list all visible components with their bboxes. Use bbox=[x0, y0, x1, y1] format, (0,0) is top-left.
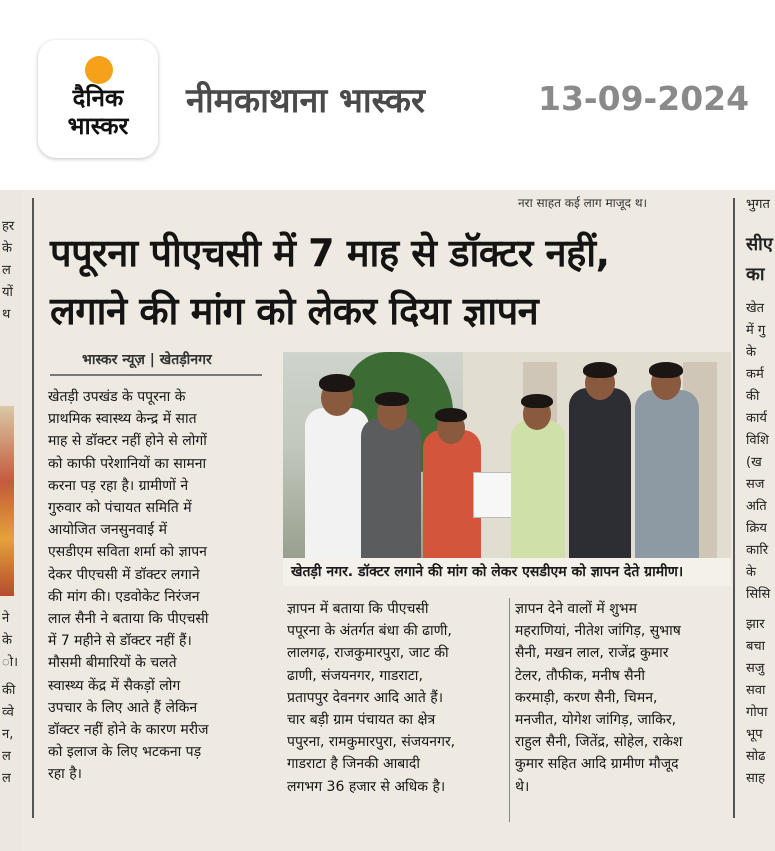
right-fragment: सज bbox=[746, 477, 765, 492]
text-line: डॉक्टर नहीं होने के कारण मरीज bbox=[48, 722, 209, 739]
text-line: एसडीएम सविता शर्मा को ज्ञापन bbox=[48, 544, 207, 561]
text-line: ज्ञापन देने वालों में शुभम bbox=[515, 601, 637, 617]
person-hair bbox=[583, 362, 617, 378]
right-fragment: भुगत bbox=[746, 197, 770, 212]
left-fragment: ल bbox=[2, 771, 11, 786]
right-fragment: साह bbox=[746, 771, 766, 786]
text-line: आयोजित जनसुनवाई में bbox=[48, 522, 167, 539]
logo-line-1: दैनिक bbox=[72, 84, 124, 112]
text-line: करना पड़ रहा है। ग्रामीणों ने bbox=[48, 477, 189, 494]
text-line: गाडराटा है जिनकी आबादी bbox=[287, 756, 420, 773]
person-figure bbox=[305, 408, 369, 558]
right-fragment: में गु bbox=[746, 323, 766, 338]
text-line: पपूरना के अंतर्गत बंधा की ढाणी, bbox=[287, 623, 452, 640]
text-line: प्राथमिक स्वास्थ्य केन्द्र में सात bbox=[48, 411, 197, 428]
right-fragment: कारि bbox=[746, 543, 769, 558]
news-photo bbox=[283, 352, 731, 558]
right-fragment: के bbox=[746, 345, 756, 360]
left-fragment: न, bbox=[2, 727, 14, 742]
person-hair bbox=[375, 392, 409, 406]
right-fragment: सोढ bbox=[746, 749, 766, 764]
right-fragment: की bbox=[746, 389, 760, 404]
right-fragment: गोपा bbox=[746, 705, 768, 720]
text-line: टेलर, तौफीक, मनीष सैनी bbox=[515, 667, 646, 684]
previous-article-scrap: नरा साहत कई लाग माजूद थ। bbox=[518, 196, 648, 210]
text-line: स्वास्थ्य केंद्र में सैकड़ों लोग bbox=[48, 677, 181, 694]
sun-icon bbox=[85, 56, 113, 84]
text-line: कुमार सहित आदि ग्रामीण मौजूद bbox=[515, 756, 679, 773]
text-line: लालगढ़, राजकुमारपुरा, जाट की bbox=[287, 645, 449, 662]
text-line: की मांग की। एडवोकेट निरंजन bbox=[48, 588, 200, 605]
memorandum-paper bbox=[473, 472, 515, 518]
text-line: उपचार के लिए आते हैं लेकिन bbox=[48, 699, 198, 716]
text-line: करमाड़ी, करण सैनी, चिमन, bbox=[515, 689, 658, 706]
right-fragment: भूप bbox=[746, 727, 763, 742]
byline: भास्कर न्यूज़ | खेतड़ीनगर bbox=[82, 352, 212, 368]
newspaper-clipping bbox=[0, 190, 775, 851]
column-divider bbox=[733, 198, 735, 818]
person-figure bbox=[635, 390, 699, 558]
left-column-fragment bbox=[0, 190, 22, 851]
left-fragment: यों bbox=[2, 285, 13, 300]
column-divider bbox=[32, 198, 34, 818]
person-figure bbox=[511, 420, 565, 558]
left-fragment: ल bbox=[2, 749, 11, 764]
headline-line-1: पपूरना पीएचसी में 7 माह से डॉक्टर नहीं, bbox=[50, 231, 610, 275]
text-line: गुरुवार को पंचायत समिति में bbox=[48, 500, 192, 517]
edition-title: नीमकाथाना भास्कर bbox=[186, 81, 425, 121]
article-column-2 bbox=[287, 598, 505, 798]
right-fragment: कार्य bbox=[746, 411, 767, 426]
left-photo-fragment bbox=[0, 406, 14, 596]
left-fragment: की bbox=[2, 683, 16, 698]
right-fragment: कर्म bbox=[746, 367, 764, 382]
text-line: थे। bbox=[515, 778, 530, 795]
byline-rule bbox=[50, 374, 262, 376]
left-fragment: ो। bbox=[2, 655, 19, 670]
text-line: माह से डॉक्टर नहीं होने से लोगों bbox=[48, 433, 207, 450]
article-column-3 bbox=[515, 598, 731, 798]
right-fragment: सजु bbox=[746, 661, 765, 676]
right-fragment: (ख bbox=[746, 455, 762, 470]
text-line: को काफी परेशानियों का सामना bbox=[48, 455, 207, 472]
edition-date: 13-09-2024 bbox=[538, 79, 750, 118]
right-fragment: विशि bbox=[746, 433, 769, 448]
app-header bbox=[0, 0, 775, 190]
text-line: ढाणी, संजयनगर, गाडराटा, bbox=[287, 667, 423, 684]
dainik-bhaskar-logo[interactable] bbox=[38, 40, 158, 158]
text-line: मौसमी बीमारियों के चलते bbox=[48, 655, 177, 672]
right-fragment: के bbox=[746, 565, 756, 580]
left-fragment: के bbox=[2, 633, 12, 648]
text-line: राहुल सैनी, जितेंद्र, सोहेल, राकेश bbox=[515, 734, 683, 751]
text-line: ज्ञापन में बताया कि पीएचसी bbox=[287, 601, 429, 617]
right-fragment: का bbox=[746, 264, 765, 285]
left-fragment: ने bbox=[2, 611, 10, 626]
text-line: प्रतापपुर देवनगर आदि आते हैं। bbox=[287, 689, 443, 706]
left-fragment: थ bbox=[2, 307, 11, 322]
person-hair bbox=[319, 374, 355, 392]
right-fragment: सिसि bbox=[746, 587, 771, 602]
text-line: लगभग 36 हजार से अधिक है। bbox=[287, 778, 446, 795]
left-fragment: व्वे bbox=[2, 705, 14, 720]
headline-line-2: लगाने की मांग को लेकर दिया ज्ञापन bbox=[50, 289, 539, 333]
text-line: मनजीत, योगेश जांगिड़, जाकिर, bbox=[515, 712, 677, 729]
text-line: में 7 महीने से डॉक्टर नहीं हैं। bbox=[48, 633, 192, 650]
person-hair bbox=[521, 394, 553, 408]
column-divider bbox=[509, 598, 510, 822]
text-line: खेतड़ी उपखंड के पपूरना के bbox=[48, 389, 186, 405]
article-column-1 bbox=[48, 386, 272, 786]
person-figure bbox=[569, 388, 631, 558]
text-line: पपुरना, रामकुमारपुरा, संजयनगर, bbox=[287, 734, 456, 751]
person-hair bbox=[435, 408, 467, 422]
right-fragment: सीए bbox=[746, 234, 773, 255]
left-fragment: हर bbox=[2, 219, 15, 234]
person-figure bbox=[361, 418, 421, 558]
person-hair bbox=[649, 362, 683, 378]
text-line: महराणियां, नीतेश जांगिड़, सुभाष bbox=[515, 623, 681, 640]
right-fragment: सवा bbox=[746, 683, 766, 698]
text-line: रहा है। bbox=[48, 766, 82, 783]
left-fragment: ल bbox=[2, 263, 11, 278]
text-line: चार बड़ी ग्राम पंचायत का क्षेत्र bbox=[287, 712, 436, 729]
right-fragment: क्रिय bbox=[746, 521, 767, 536]
text-line: लाल सैनी ने बताया कि पीएचसी bbox=[48, 611, 209, 628]
right-fragment: खेत bbox=[746, 301, 765, 316]
text-line: देकर पीएचसी में डॉक्टर लगाने bbox=[48, 566, 200, 583]
left-fragment: के bbox=[2, 241, 12, 256]
photo-caption: खेतड़ी नगर. डॉक्टर लगाने की मांग को लेकर एसडीएम को ज्ञापन देते ग्रामीण। bbox=[283, 558, 731, 586]
right-fragment: झार bbox=[746, 617, 765, 632]
right-fragment: अति bbox=[746, 499, 767, 514]
text-line: सैनी, मखन लाल, राजेंद्र कुमार bbox=[515, 645, 669, 662]
logo-line-2: भास्कर bbox=[67, 112, 129, 140]
right-fragment: बचा bbox=[746, 639, 766, 654]
text-line: को इलाज के लिए भटकना पड़ bbox=[48, 744, 202, 761]
right-column-fragment bbox=[740, 190, 775, 851]
